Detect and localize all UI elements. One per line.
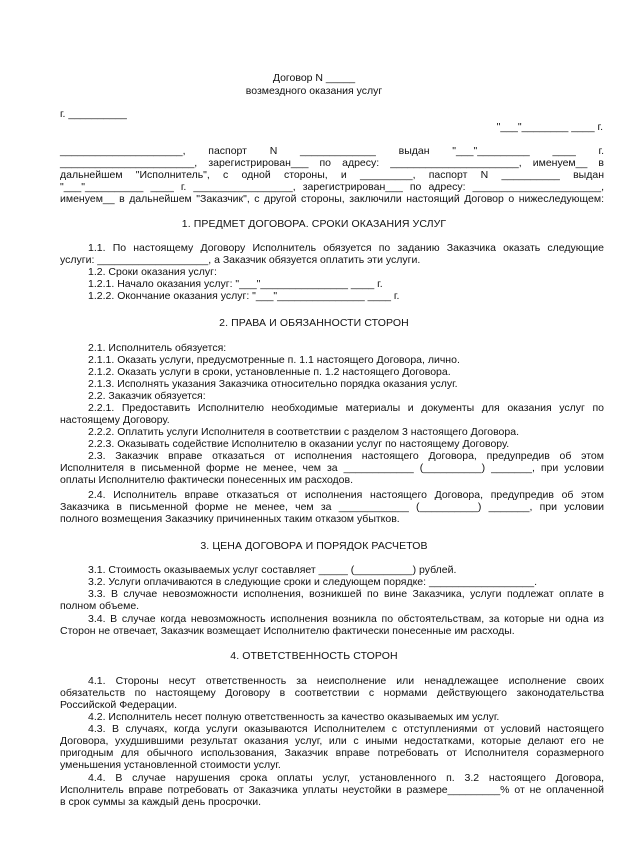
clause-line: 2.1. Исполнитель обязуется:: [88, 342, 227, 354]
contract-date: "___"________ ____ г.: [496, 121, 603, 133]
clause-line: 4.1. Стороны несут ответственность за неисполнение или ненадлежащее исполнение своих: [88, 675, 604, 687]
clause-line: 2.4. Исполнитель вправе отказаться от исполнения настоящего Договора, предупредив об этом: [88, 489, 604, 501]
clause-line: полном объеме.: [60, 600, 140, 612]
clause-line: 3.1. Стоимость оказываемых услуг составляет _____ (__________) рублей.: [88, 564, 457, 576]
parties-line: _____________________, паспорт N _____________ выдан "___"_________ ____ г.: [60, 145, 604, 157]
clause-line: 2.2.1. Предоставить Исполнителю необходимые материалы и документы для оказания услуг по: [88, 402, 604, 414]
clause-line: уменьшения установленной стоимости услуг.: [60, 759, 281, 771]
clause-line: 4.2. Исполнитель несет полную ответственность за качество оказываемых им услуг.: [88, 711, 500, 723]
clause-line: 2.1.2. Оказать услуги в сроки, установленные п. 1.2 настоящего Договора.: [88, 366, 451, 378]
section-heading: 1. ПРЕДМЕТ ДОГОВОРА. СРОКИ ОКАЗАНИЯ УСЛУГ: [181, 218, 447, 230]
clause-line: Исполнитель вправе потребовать от Заказчика уплаты неустойки в размере_________% от не оплаченной: [60, 784, 604, 796]
clause-line: 2.2.2. Оплатить услуги Исполнителя в соответствии с разделом 3 настоящего Договора.: [88, 426, 519, 438]
clause-line: оплаты Исполнителю фактически понесенных им расходов.: [60, 474, 354, 486]
clause-line: пригодным для обычного использования, Заказчик вправе потребовать от Исполнителя соразмерного: [60, 747, 604, 759]
clause-line: 3.4. В случае когда невозможность исполнения возникла по обстоятельствам, за которые ни одна из: [88, 613, 604, 625]
clause-line: 1.2.2. Окончание оказания услуг: "___"_______________ ____ г.: [88, 290, 400, 302]
clause-line: 1.1. По настоящему Договору Исполнитель обязуется по заданию Заказчика оказать следующие: [88, 242, 604, 254]
contract-title: Договор N _____: [272, 72, 356, 84]
clause-line: Российской Федерации.: [60, 699, 178, 711]
clause-line: услуги: ___________________, а Заказчик обязуется оплатить эти услуги.: [60, 254, 421, 266]
parties-line: дальнейшем "Исполнитель", с одной стороны, и _________, паспорт N __________ выдан: [60, 169, 604, 181]
clause-line: 2.3. Заказчик вправе отказаться от исполнения настоящего Договора, предупредив об этом: [88, 450, 604, 462]
section-heading: 3. ЦЕНА ДОГОВОРА И ПОРЯДОК РАСЧЕТОВ: [200, 540, 428, 552]
clause-line: Сторон не отвечает, Заказчик возмещает Исполнителю фактически понесенные им расходы.: [60, 625, 515, 637]
contract-subtitle: возмездного оказания услуг: [245, 85, 383, 97]
clause-line: 2.1.3. Исполнять указания Заказчика относительно порядка оказания услуг.: [88, 378, 458, 390]
clause-line: 2.1.1. Оказать услуги, предусмотренные п. 1.1 настоящего Договора, лично.: [88, 354, 460, 366]
clause-line: 4.4. В случае нарушения срока оплаты услуг, установленного п. 3.2 настоящего Договора,: [88, 772, 604, 784]
clause-line: Заказчика в письменной форме не менее, чем за ____________ (__________) _______, при условии: [60, 501, 604, 513]
section-heading: 2. ПРАВА И ОБЯЗАННОСТИ СТОРОН: [219, 317, 409, 329]
clause-line: 3.2. Услуги оплачиваются в следующие сроки и следующем порядке: __________________.: [88, 576, 538, 588]
clause-line: настоящему Договору.: [60, 414, 170, 426]
parties-line: именуем__ в дальнейшем "Заказчик", с другой стороны, заключили настоящий Договор о нижеследующем:: [60, 193, 604, 205]
clause-line: обязательств по настоящему Договору в соответствии с нормами действующего законодательства: [60, 687, 604, 699]
clause-line: в срок суммы за каждый день просрочки.: [60, 796, 261, 808]
contract-city: г. __________: [60, 108, 127, 120]
parties-line: "___"__________ ____ г. _________________, зарегистрирован___ по адресу: ______________________,: [60, 181, 604, 193]
clause-line: 2.2. Заказчик обязуется:: [88, 390, 206, 402]
clause-line: Договора, ухудшившими результат оказания услуг, или с иными недостатками, которые делают его не: [60, 735, 604, 747]
clause-line: 1.2.1. Начало оказания услуг: "___"_______________ ____ г.: [88, 278, 383, 290]
parties-line: _______________________, зарегистрирован___ по адресу: ______________________, именуем__ в: [60, 157, 604, 169]
clause-line: 2.2.3. Оказывать содействие Исполнителю в оказании услуг по настоящему Договору.: [88, 438, 510, 450]
clause-line: 3.3. В случае невозможности исполнения, возникшей по вине Заказчика, услуги подлежат оплате в: [88, 588, 604, 600]
section-heading: 4. ОТВЕТСТВЕННОСТЬ СТОРОН: [230, 650, 398, 662]
clause-line: 1.2. Сроки оказания услуг:: [88, 266, 217, 278]
clause-line: 4.3. В случаях, когда услуги оказываются Исполнителем с отступлениями от условий настоящего: [88, 723, 604, 735]
clause-line: полного возмещения Заказчику причиненных таким отказом убытков.: [60, 513, 400, 525]
clause-line: Исполнителя в письменной форме не менее, чем за ____________ (__________) _______, при условии: [60, 462, 604, 474]
